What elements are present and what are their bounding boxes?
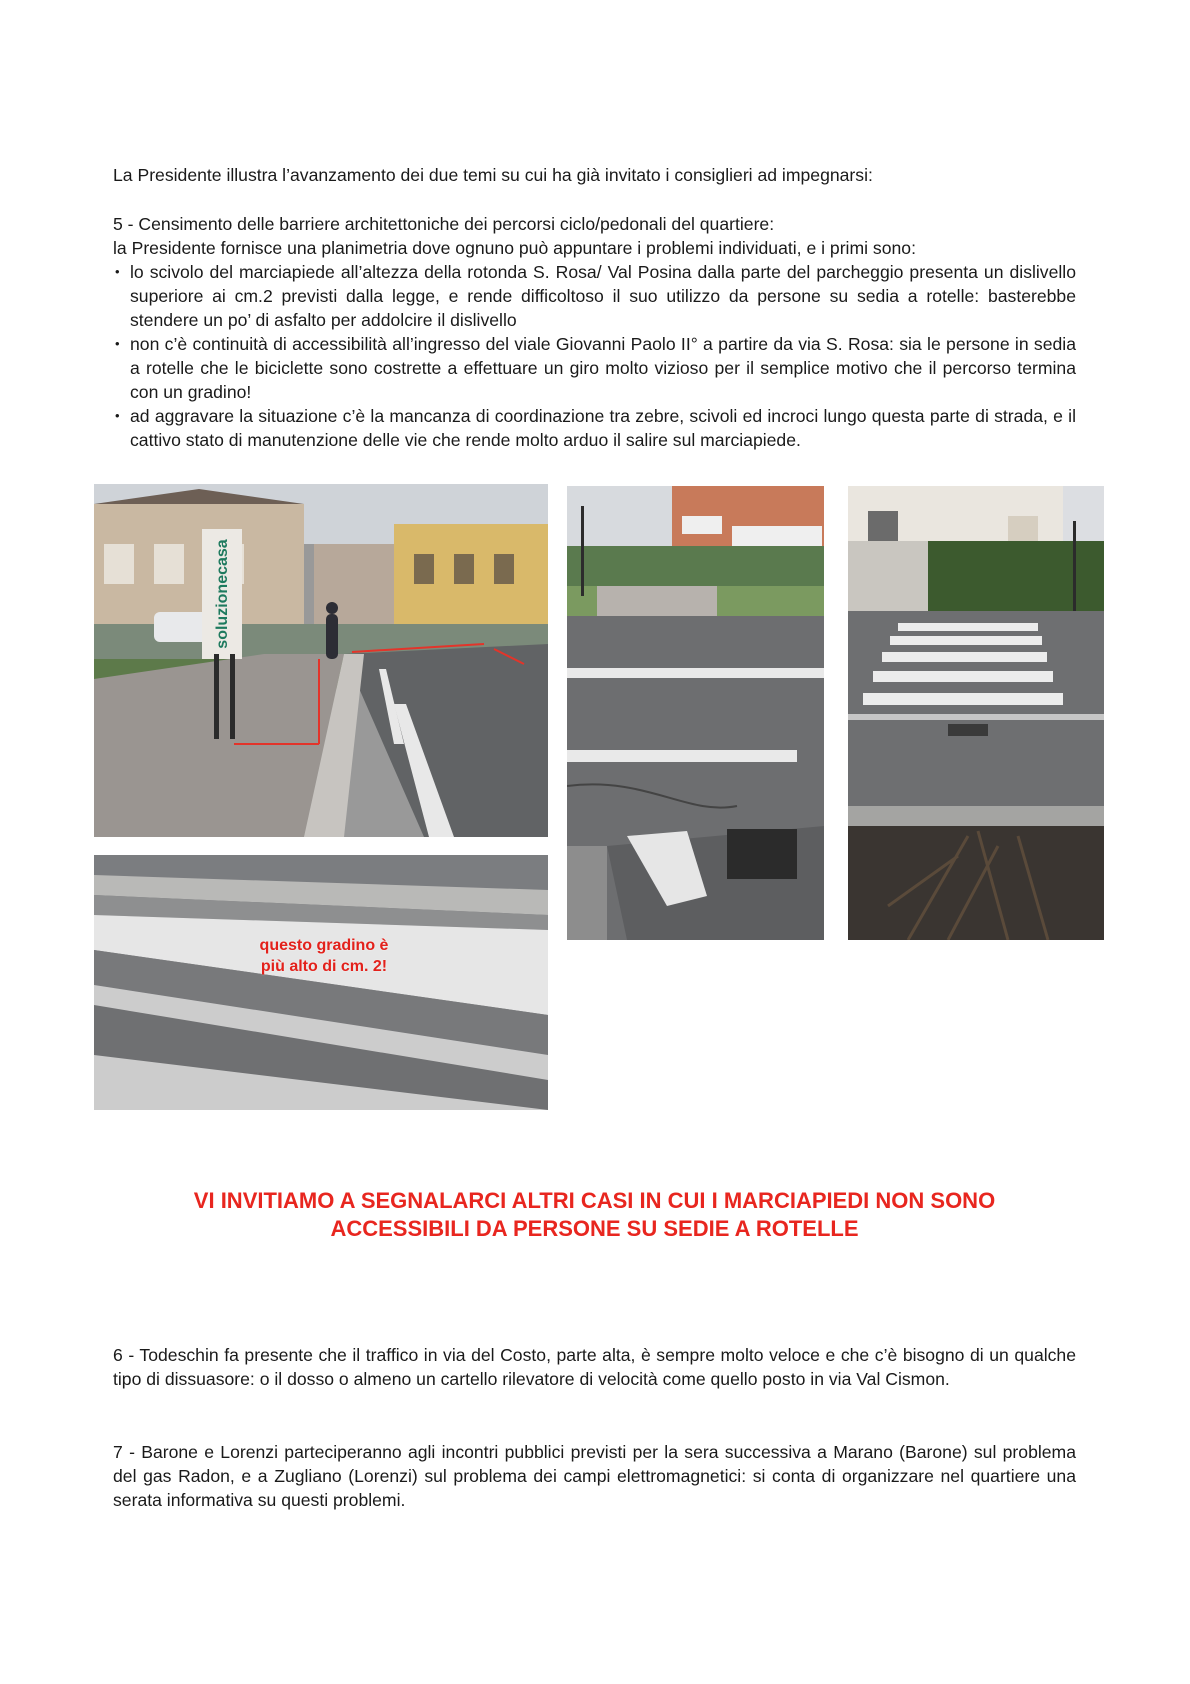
photo-zebra-crossing-image [848, 486, 1104, 940]
accessibility-callout [113, 1187, 1076, 1243]
photo-street-sidewalk [94, 484, 548, 837]
bullet-text: lo scivolo del marciapiede all’altezza della rotonda S. Rosa/ Val Posina dalla parte del parcheggio presenta un dislivello superiore ai cm.2 previsti dalla legge, e rende difficoltoso il suo utilizzo da persone su sedia a rotelle: basterebbe stendere un po’ di asfalto per addolcire il dislivello [130, 262, 1076, 330]
sign-brand [206, 534, 240, 654]
curb-step-annotation [224, 935, 424, 977]
bullet-icon: • [115, 264, 120, 279]
item-7-paragraph: 7 - Barone e Lorenzi parteciperanno agli incontri pubblici previsti per la sera successiva a Marano (Barone) sul problema del gas Radon, e a Zugliano (Lorenzi) sul problema dei campi elettromagnetici: si conta di organizzare nel quartiere una serata informativa su questi problemi. [113, 1442, 1076, 1510]
photo-zebra-crossing [848, 486, 1104, 940]
item-5-section [113, 212, 1076, 452]
bullet-icon: • [115, 408, 120, 423]
bullet-item [113, 260, 1076, 332]
bullet-text: ad aggravare la situazione c’è la mancanza di coordinazione tra zebre, scivoli ed incroci lungo questa parte di strada, e il cattivo stato di manutenzione delle vie che rende molto arduo il salire sul marciapiede. [130, 406, 1076, 450]
bullet-text: non c’è continuità di accessibilità all’ingresso del viale Giovanni Paolo II° a partire da via S. Rosa: sia le persone in sedia a rotelle che le biciclette sono costrette a effettuare un giro molto vizioso per il semplice motivo che il percorso termina con un gradino! [130, 334, 1076, 402]
item-6-paragraph: 6 - Todeschin fa presente che il traffico in via del Costo, parte alta, è sempre molto veloce e che c’è bisogno di un qualche tipo di dissuasore: o il dosso o almeno un cartello rilevatore di velocità come quello posto in via Val Cismon. [113, 1345, 1076, 1389]
intro-paragraph: La Presidente illustra l’avanzamento dei due temi su cui ha già invitato i consiglieri ad impegnarsi: [113, 165, 873, 185]
callout-line-1: VI INVITIAMO A SEGNALARCI ALTRI CASI IN CUI I MARCIAPIEDI NON SONO [193, 1188, 996, 1213]
item-5-bullet-list [113, 260, 1076, 452]
photo-curb-drain [567, 486, 824, 940]
bullet-icon: • [115, 336, 120, 351]
photo-curb-step [94, 855, 548, 1110]
bullet-item [113, 332, 1076, 404]
item-5-lead: la Presidente fornisce una planimetria dove ognuno può appuntare i problemi individuati, e i primi sono: [113, 238, 916, 258]
callout-line-2: ACCESSIBILI DA PERSONE SU SEDIE A ROTELLE [330, 1216, 859, 1241]
curb-step-annotation-line-1: questo gradino è [259, 937, 389, 954]
sign-brand-text: soluzionecasa [214, 539, 231, 649]
photo-street-sidewalk-image [94, 484, 548, 837]
photo-curb-drain-image [567, 486, 824, 940]
photo-curb-step-image [94, 855, 548, 1110]
item-5-heading: 5 - Censimento delle barriere architettoniche dei percorsi ciclo/pedonali del quartiere: [113, 214, 775, 234]
curb-step-annotation-line-2: più alto di cm. 2! [260, 958, 388, 975]
bullet-item [113, 404, 1076, 452]
